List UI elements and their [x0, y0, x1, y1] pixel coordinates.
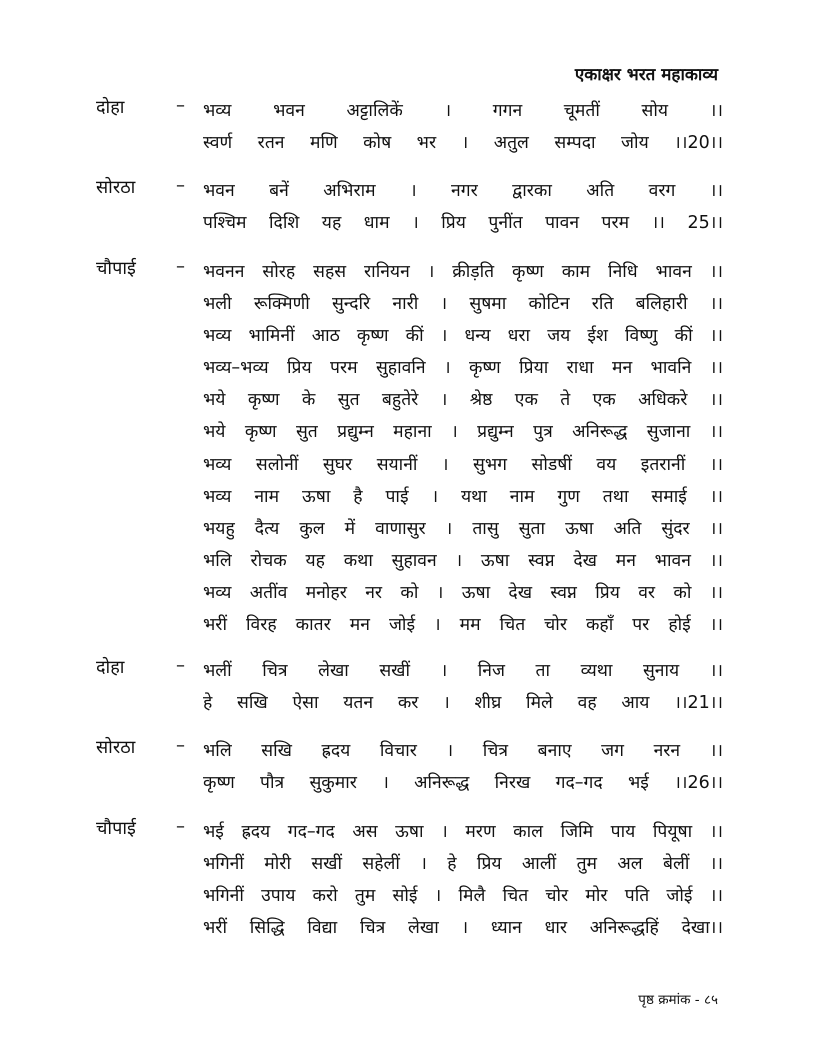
verse-type-label: दोहा [96, 97, 125, 118]
verse-dash: – [176, 735, 185, 756]
verse-line: भये कृष्ण के सुत बहुतेरे । श्रेष्ठ एक ते एक अधिकरे ।। [203, 390, 723, 411]
verse-line: भलीं चित्र लेखा सखीं । निज ता व्यथा सुनाय ।। [203, 661, 723, 681]
verse-dash: – [176, 256, 185, 277]
verse-line: कृष्ण पौत्र सुकुमार । अनिरूद्ध निरख गद–गद भई ।।26।। [203, 773, 723, 794]
verse-line: भव्य भवन अट्टालिकें । गगन चूमतीं सोय ।। [203, 101, 723, 121]
verse-type-label: सोरठा [96, 737, 136, 758]
verse-line: भरीं विरह कातर मन जोई । मम चित चोर कहाँ पर होई ।। [203, 615, 723, 636]
page-number-footer: पृष्ठ क्रमांक - ८५ [638, 992, 718, 1008]
verse-line: भये कृष्ण सुत प्रद्युम्न महाना । प्रद्युम्न पुत्र अनिरूद्ध सुजाना ।। [203, 422, 723, 443]
verse-line: पश्चिम दिशि यह धाम । प्रिय पुनींत पावन परम ।। 25।। [203, 213, 723, 234]
verse-line: भवन बनें अभिराम । नगर द्वारका अति वरग ।। [203, 181, 723, 201]
verse-line: भगिनीं मोरी सखीं सहेलीं । हे प्रिय आलीं तुम अल बेलीं ।। [203, 854, 723, 875]
verse-line: भव्य सलोनीं सुघर सयानीं । सुभग सोडषीं वय इतरानीं ।। [203, 454, 723, 475]
verse-line: भली रूक्मिणी सुन्दरि नारी । सुषमा कोटिन रति बलिहारी ।। [203, 294, 723, 315]
verse-line: हे सखि ऐसा यतन कर । शीघ्र मिले वह आय ।।21।। [203, 693, 723, 714]
verse-dash: – [176, 655, 185, 676]
verse-type-label: चौपाई [96, 818, 136, 839]
verse-type-label: दोहा [96, 657, 125, 678]
verse-type-label: चौपाई [96, 258, 136, 279]
verse-line: भगिनीं उपाय करो तुम सोई । मिलै चित चोर मोर पति जोई ।। [203, 886, 723, 907]
verse-line: भव्य नाम ऊषा है पाई । यथा नाम गुण तथा समाई ।। [203, 486, 723, 507]
verse-line: स्वर्ण रतन मणि कोष भर । अतुल सम्पदा जोय ।।20।। [203, 133, 723, 154]
verse-line: भयहु दैत्य कुल में वाणासुर । तासु सुता ऊषा अति सुंदर ।। [203, 518, 723, 539]
verse-dash: – [176, 816, 185, 837]
verse-type-label: सोरठा [96, 177, 136, 198]
verse-line: भव्य अतींव मनोहर नर को । ऊषा देख स्वप्न प्रिय वर को ।। [203, 582, 723, 603]
verse-line: भवनन सोरह सहस रानियन । क्रीड़ति कृष्ण काम निधि भावन ।। [203, 262, 723, 282]
page-header-title: एकाक्षर भरत महाकाव्य [574, 65, 718, 85]
verse-dash: – [176, 175, 185, 196]
verse-line: भई ह्रदय गद–गद अस ऊषा । मरण काल जिमि पाय पियूषा ।। [203, 822, 723, 842]
verse-line: भव्य–भव्य प्रिय परम सुहावनि । कृष्ण प्रिया राधा मन भावनि ।। [203, 358, 723, 379]
verse-dash: – [176, 95, 185, 116]
verse-line: भलि सखि ह्रदय विचार । चित्र बनाए जग नरन ।। [203, 741, 723, 761]
verse-line: भलि रोचक यह कथा सुहावन । ऊषा स्वप्न देख मन भावन ।। [203, 550, 723, 571]
verse-line: भव्य भामिनीं आठ कृष्ण कीं । धन्य धरा जय ईश विष्णु कीं ।। [203, 326, 723, 347]
verse-line: भरीं सिद्धि विद्या चित्र लेखा । ध्यान धार अनिरूद्धहिं देखा।। [203, 918, 723, 939]
